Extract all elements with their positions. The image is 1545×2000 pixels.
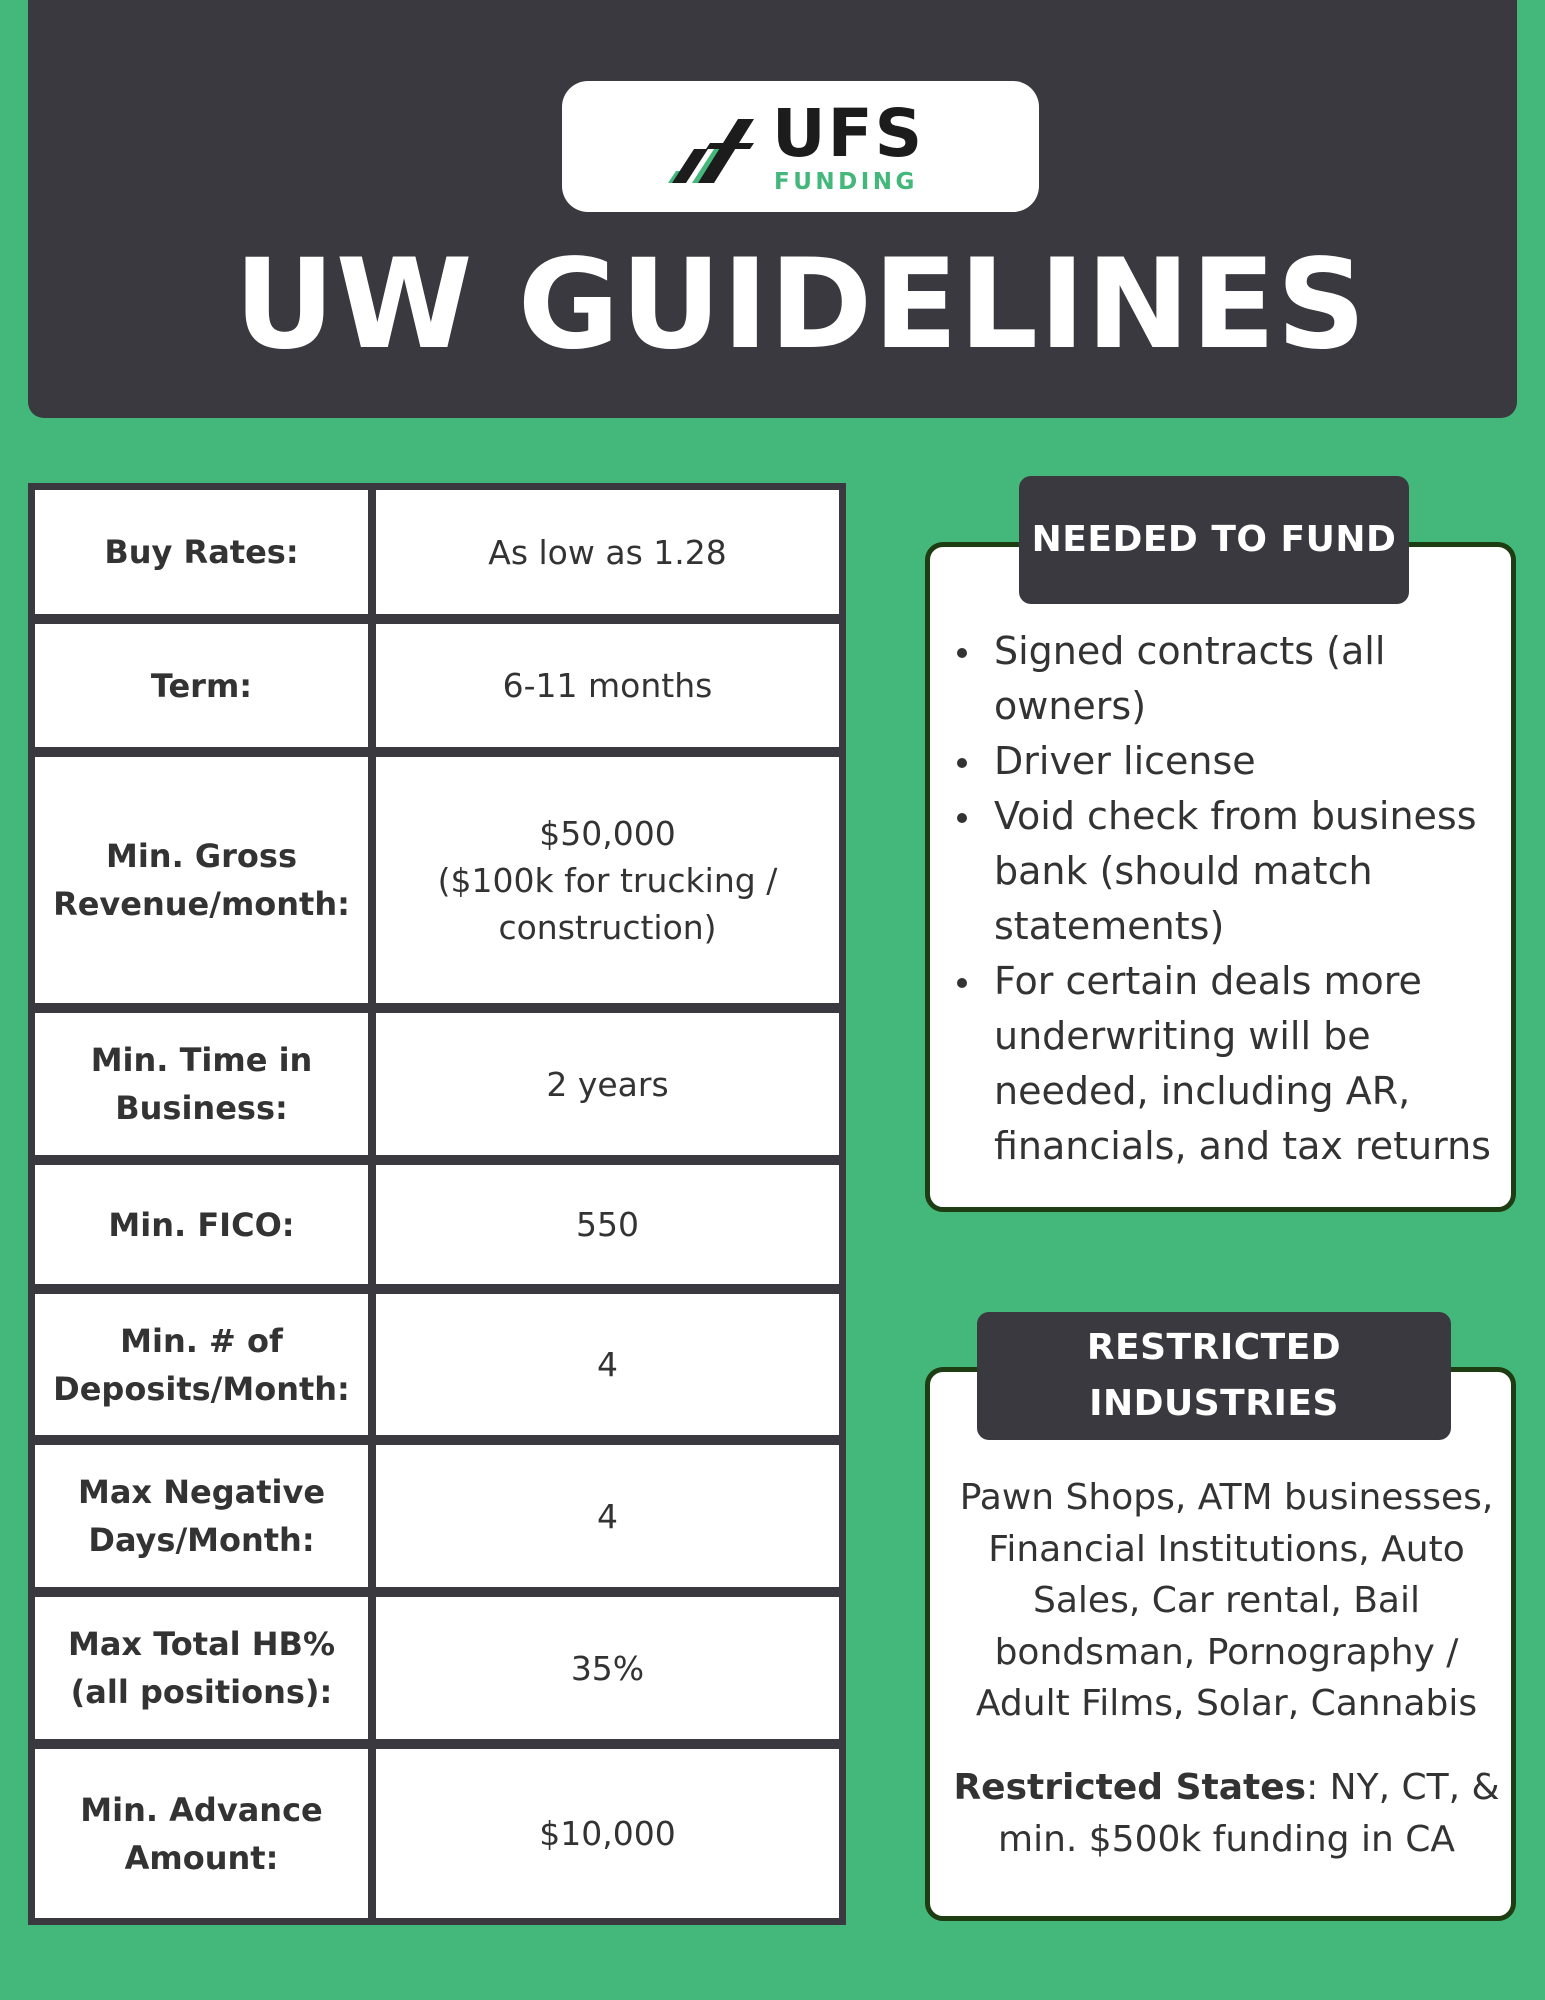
logo-subtitle: FUNDING xyxy=(774,169,918,195)
ufs-logo-mark-icon xyxy=(666,109,766,193)
needed-to-fund-heading: NEEDED TO FUND xyxy=(1019,476,1409,604)
restricted-states xyxy=(945,1762,1508,1865)
table-row-label: Min. Time in Business: xyxy=(35,1013,368,1155)
logo xyxy=(562,81,1039,212)
table-row-label: Min. Advance Amount: xyxy=(35,1749,368,1918)
restricted-industries-text: Pawn Shops, ATM businesses, Financial Institutions, Auto Sales, Car rental, Bail bondsman, Pornography / Adult Films, Solar, Cannabis xyxy=(959,1477,1494,1724)
logo-wordmark: UFS xyxy=(772,95,925,172)
page-title: UW GUIDELINES xyxy=(234,233,1367,377)
list-item: For certain deals more underwriting will be needed, including AR, financials, and tax returns xyxy=(994,954,1524,1174)
restricted-industries-heading: RESTRICTED INDUSTRIES xyxy=(977,1312,1451,1440)
needed-to-fund-list xyxy=(994,624,1524,1174)
list-item: Void check from business bank (should match statements) xyxy=(994,789,1524,954)
table-row-label: Max Negative Days/Month: xyxy=(35,1445,368,1587)
table-row-label: Min. # of Deposits/Month: xyxy=(35,1294,368,1435)
guidelines-table xyxy=(28,483,846,1925)
table-row-label: Term: xyxy=(35,624,368,747)
list-item: Driver license xyxy=(994,734,1524,789)
header-banner xyxy=(28,0,1517,418)
table-row-label: Min. Gross Revenue/month: xyxy=(35,757,368,1003)
table-row-label: Min. FICO: xyxy=(35,1165,368,1284)
table-row-value: 6-11 months xyxy=(376,624,839,747)
table-row-value: As low as 1.28 xyxy=(376,490,839,614)
table-row-value: 35% xyxy=(376,1597,839,1739)
restricted-states-value: : NY, CT, & min. $500k funding in CA xyxy=(998,1767,1500,1860)
table-row-value: 4 xyxy=(376,1294,839,1435)
restricted-states-label: Restricted States xyxy=(953,1767,1307,1808)
table-row-value: $50,000 ($100k for trucking / construction) xyxy=(376,757,839,1003)
table-row-value: 2 years xyxy=(376,1013,839,1155)
table-row-label: Buy Rates: xyxy=(35,490,368,614)
list-item: Signed contracts (all owners) xyxy=(994,624,1524,734)
table-row-value: 4 xyxy=(376,1445,839,1587)
table-row-value: $10,000 xyxy=(376,1749,839,1918)
table-row-value: 550 xyxy=(376,1165,839,1284)
table-row-label: Max Total HB% (all positions): xyxy=(35,1597,368,1739)
